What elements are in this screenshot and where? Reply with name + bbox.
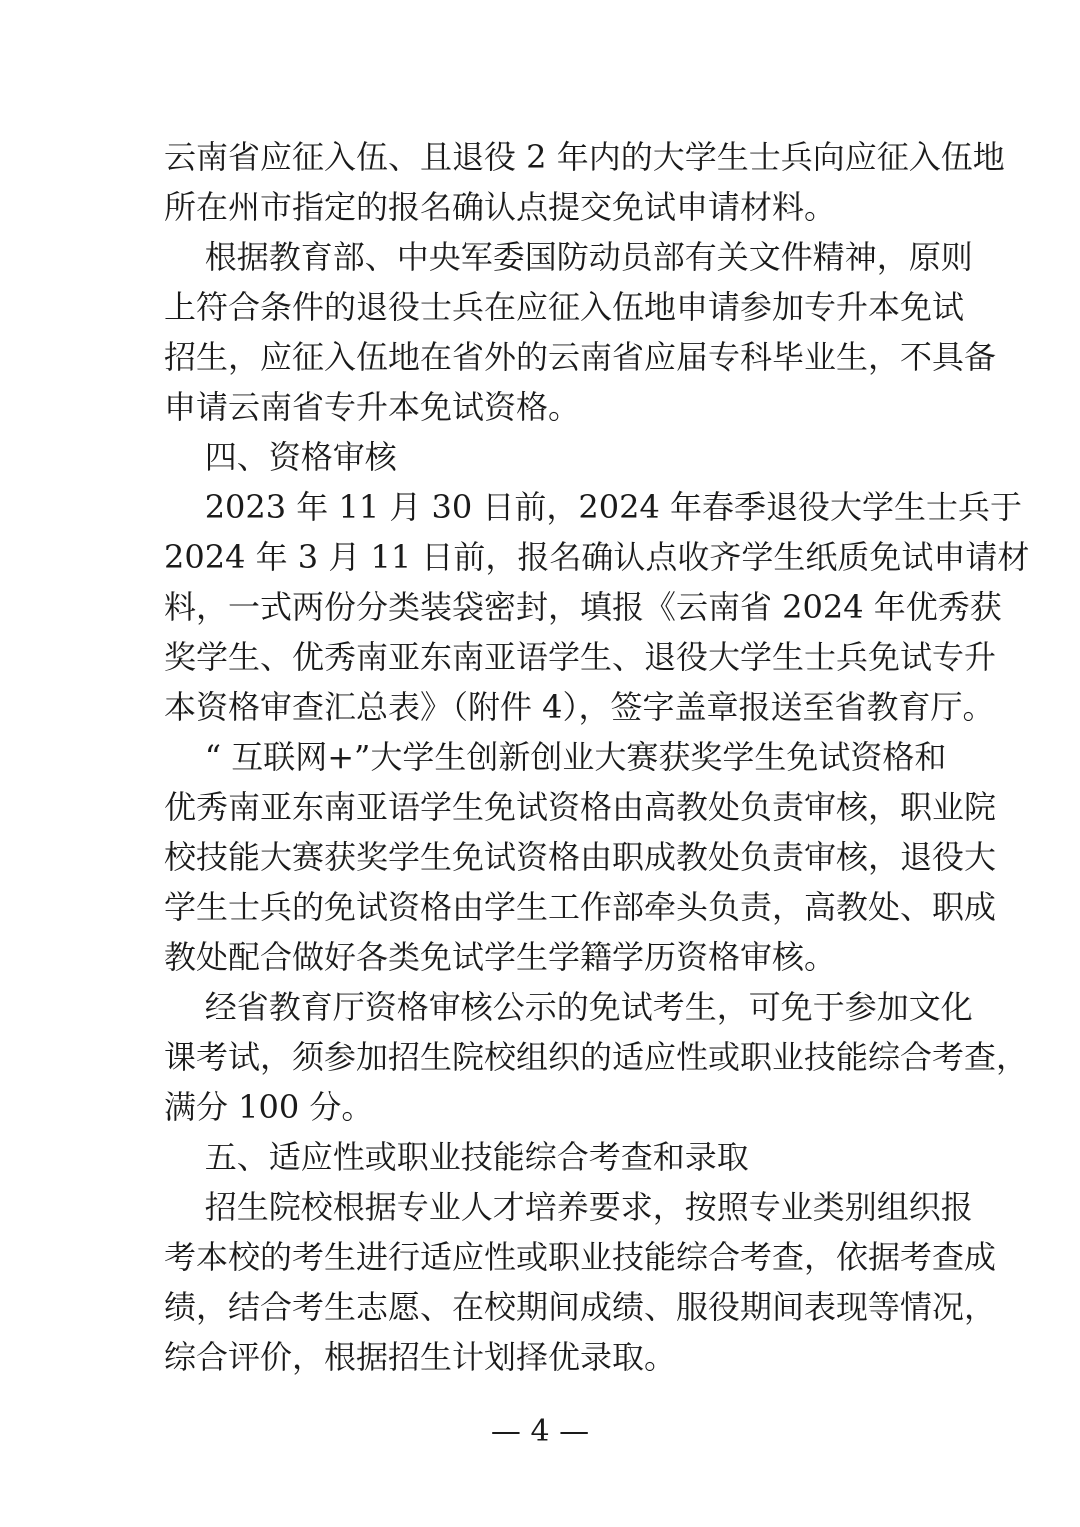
body-line: 招生院校根据专业人才培养要求，按照专业类别组织报 xyxy=(164,1188,973,1226)
body-line: 2024 年 3 月 11 日前，报名确认点收齐学生纸质免试申请材 xyxy=(164,538,1030,576)
body-line: 优秀南亚东南亚语学生免试资格由高教处负责审核，职业院 xyxy=(164,788,997,826)
body-line: 奖学生、优秀南亚东南亚语学生、退役大学生士兵免试专升 xyxy=(164,638,997,676)
section-heading: 五、适应性或职业技能综合考查和录取 xyxy=(164,1138,749,1176)
body-line: 所在州市指定的报名确认点提交免试申请材料。 xyxy=(164,188,837,226)
body-line: 上符合条件的退役士兵在应征入伍地申请参加专升本免试 xyxy=(164,288,965,326)
body-line: 教处配合做好各类免试学生学籍学历资格审核。 xyxy=(164,938,837,976)
body-line: 2023 年 11 月 30 日前，2024 年春季退役大学生士兵于 xyxy=(164,488,1023,526)
body-line: 招生，应征入伍地在省外的云南省应届专科毕业生，不具备 xyxy=(164,338,997,376)
body-line: 满分 100 分。 xyxy=(164,1088,374,1126)
body-line: 校技能大赛获奖学生免试资格由职成教处负责审核，退役大 xyxy=(164,838,997,876)
body-line: 绩，结合考生志愿、在校期间成绩、服役期间表现等情况， xyxy=(164,1288,997,1326)
document-body xyxy=(164,132,1030,1382)
body-line: 综合评价，根据招生计划择优录取。 xyxy=(164,1338,677,1376)
body-line: 云南省应征入伍、且退役 2 年内的大学生士兵向应征入伍地 xyxy=(164,138,1005,176)
body-line: 经省教育厅资格审核公示的免试考生，可免于参加文化 xyxy=(164,988,973,1026)
body-line: 根据教育部、中央军委国防动员部有关文件精神，原则 xyxy=(164,238,973,276)
body-line: 学生士兵的免试资格由学生工作部牵头负责，高教处、职成 xyxy=(164,888,997,926)
body-line: 本资格审查汇总表》（附件 4），签字盖章报送至省教育厅。 xyxy=(164,688,995,726)
section-heading: 四、资格审核 xyxy=(164,438,397,476)
body-line: 课考试，须参加招生院校组织的适应性或职业技能综合考查， xyxy=(164,1038,1029,1076)
body-line: 考本校的考生进行适应性或职业技能综合考查，依据考查成 xyxy=(164,1238,997,1276)
page-number: — 4 — xyxy=(490,1414,590,1449)
body-line: 料，一式两份分类装袋密封，填报《云南省 2024 年优秀获 xyxy=(164,588,1002,626)
body-line: 申请云南省专升本免试资格。 xyxy=(164,388,581,426)
body-line: “ 互联网+”大学生创新创业大赛获奖学生免试资格和 xyxy=(164,738,947,776)
